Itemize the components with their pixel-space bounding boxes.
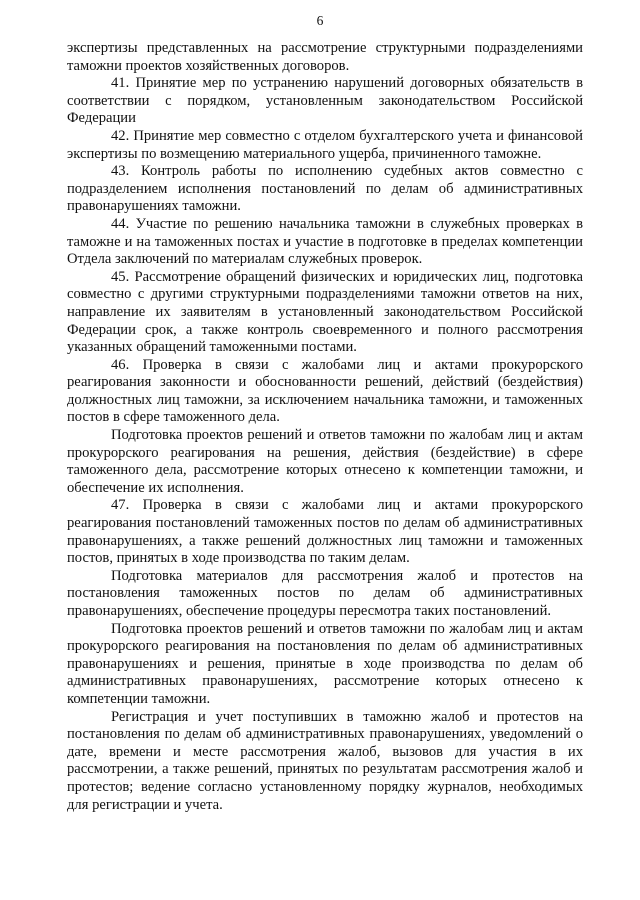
paragraph-item-46: 46. Проверка в связи с жалобами лиц и актами прокурорского реагирования законности и обоснованности решений, действий (бездействия) должностных лиц таможни, за исключением начальника таможни, и таможенных постов в сфере таможенного дела.: [67, 356, 583, 426]
paragraph-item-42: 42. Принятие мер совместно с отделом бухгалтерского учета и финансовой экспертизы по возмещению материального ущерба, причиненного таможне.: [67, 127, 583, 162]
paragraph-continuation: экспертизы представленных на рассмотрение структурными подразделениями таможни проектов хозяйственных договоров.: [67, 40, 583, 74]
paragraph-item-43: 43. Контроль работы по исполнению судебных актов совместно с подразделением исполнения постановлений по делам об административных правонарушениях таможни.: [67, 163, 583, 215]
paragraph-item-46-sub: Подготовка проектов решений и ответов таможни по жалобам лиц и актам прокурорского реагирования на решения, действия (бездействие) в сфере таможенного дела, рассмотрение которых отнесено к компетенции таможни, и обеспечение их исполнения.: [67, 427, 583, 496]
paragraph-item-47-sub-3: Регистрация и учет поступивших в таможню жалоб и протестов на постановления по делам об административных правонарушениях, уведомлений о дате, времени и месте рассмотрения жалоб, вызовов для участия в их рассмотрении, а также решений, принятых по результатам рассмотрения жалоб и протестов; ведение согласно установленному порядку журналов, необходимых для регистрации и учета.: [67, 708, 583, 813]
paragraph-item-47-sub-1: Подготовка материалов для рассмотрения жалоб и протестов на постановления таможенных постов по делам об административных правонарушениях, обеспечение процедуры пересмотра таких постановлений.: [67, 567, 583, 619]
document-body: [67, 40, 583, 814]
page-number: 6: [316, 13, 324, 28]
paragraph-item-47-sub-2: Подготовка проектов решений и ответов таможни по жалобам лиц и актам прокурорского реагирования на постановления по делам об административных правонарушениях и решения, принятые в ходе производства по делам об административных правонарушениях, рассмотрение которых отнесено к компетенции таможни.: [67, 620, 583, 707]
paragraph-item-45: 45. Рассмотрение обращений физических и юридических лиц, подготовка совместно с другими структурными подразделениями таможни ответов на них, направление их заявителям в установленный законодательством Российской Федерации срок, а также контроль своевременного и полного рассмотрения указанных обращений таможенными постами.: [67, 268, 583, 356]
paragraph-item-47: 47. Проверка в связи с жалобами лиц и актами прокурорского реагирования постановлений таможенных постов по делам об административных правонарушениях, а также решений должностных лиц таможни и таможенных постов, принятых в ходе производства по таким делам.: [67, 497, 583, 567]
paragraph-item-44: 44. Участие по решению начальника таможни в служебных проверках в таможне и на таможенных постах и участие в подготовке в пределах компетенции Отдела заключений по материалам служебных проверок.: [67, 215, 583, 268]
paragraph-item-41: 41. Принятие мер по устранению нарушений договорных обязательств в соответствии с порядком, установленным законодательством Российской Федерации: [67, 75, 583, 127]
